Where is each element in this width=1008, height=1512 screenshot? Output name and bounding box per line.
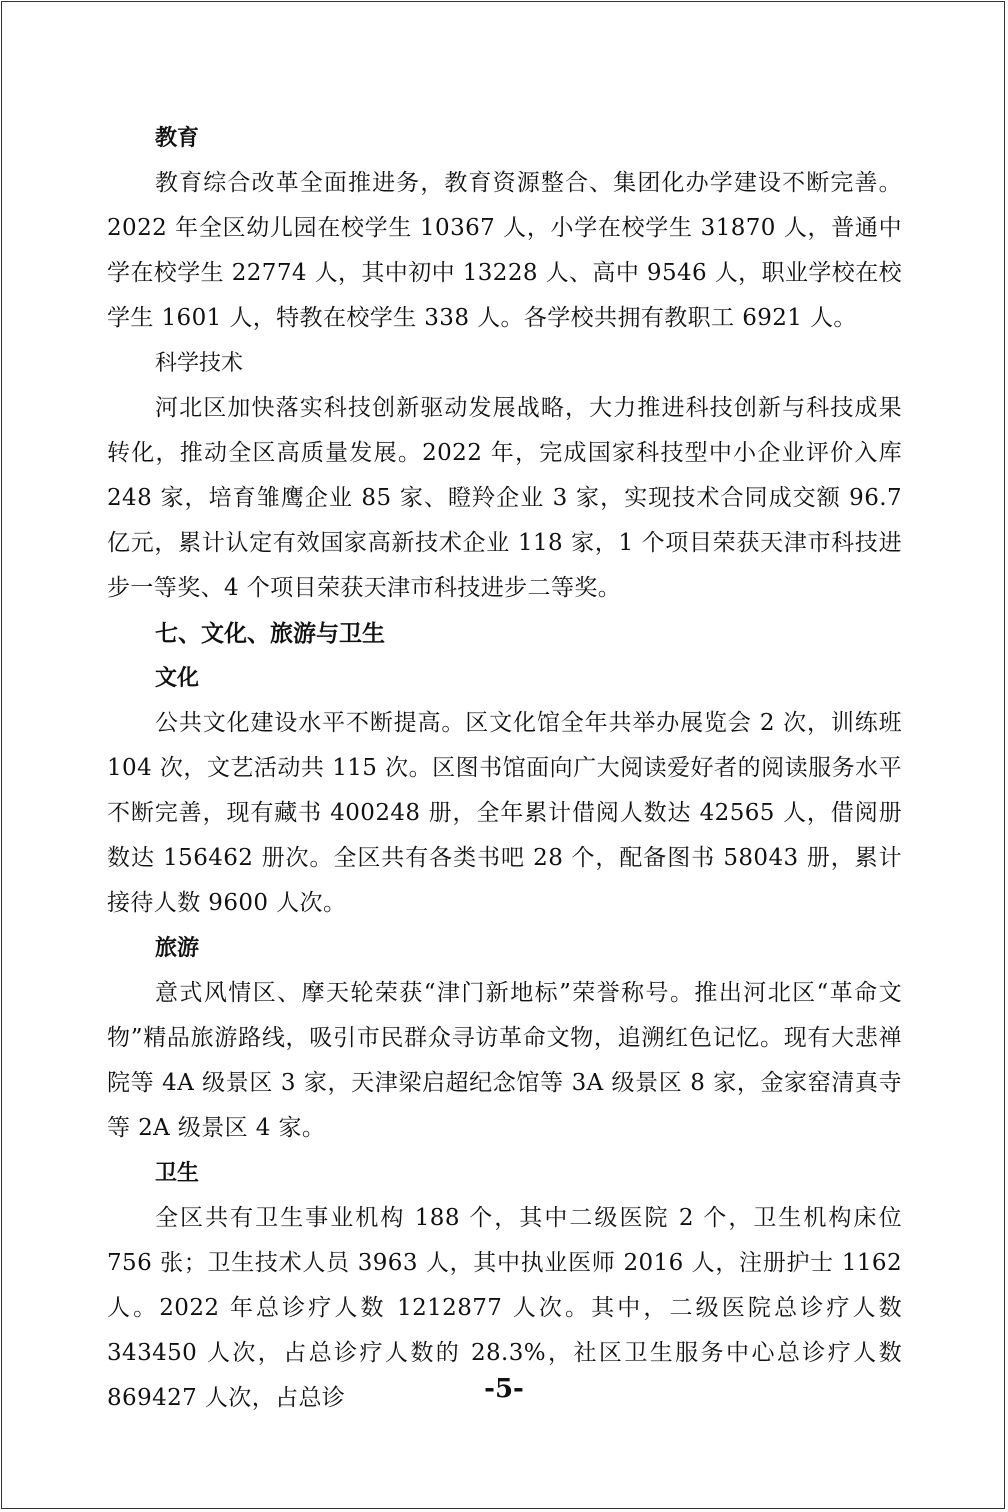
heading-science: 科学技术: [155, 351, 244, 376]
paragraph-science: 河北区加快落实科技创新驱动发展战略，大力推进科技创新与科技成果转化，推动全区高质量发展。2022 年，完成国家科技型中小企业评价入库 248 家，培育雏鹰企业 85 家、瞪羚企业 3 家，实现技术合同成交额 96.7 亿元，累计认定有效国家高新技术企业 118 家，1 个项目荣获天津市科技进步一等奖、4 个项目荣获天津市科技进步二等奖。: [107, 395, 902, 601]
page-number: -5-: [484, 1374, 524, 1404]
paragraph-tourism: 意式风情区、摩天轮荣获“津门新地标”荣誉称号。推出河北区“革命文物”精品旅游路线，吸引市民群众寻访革命文物，追溯红色记忆。现有大悲禅院等 4A 级景区 3 家，天津梁启超纪念馆等 3A 级景区 8 家，金家窑清真寺等 2A 级景区 4 家。: [107, 980, 902, 1141]
chapter-heading-culture-tourism-health: 七、文化、旅游与卫生: [155, 620, 385, 647]
document-body: [107, 116, 902, 1421]
heading-health: 卫生: [155, 1160, 200, 1186]
paragraph-education: 教育综合改革全面推进务，教育资源整合、集团化办学建设不断完善。2022 年全区幼儿园在校学生 10367 人，小学在校学生 31870 人，普通中学在校学生 22774 人，其中初中 13228 人、高中 9546 人，职业学校在校学生 1601 人，特教在校学生 338 人。各学校共拥有教职工 6921 人。: [107, 170, 902, 331]
heading-education: 教育: [155, 125, 200, 151]
heading-culture: 文化: [155, 665, 200, 691]
paragraph-health: 全区共有卫生事业机构 188 个，其中二级医院 2 个，卫生机构床位 756 张；卫生技术人员 3963 人，其中执业医师 2016 人，注册护士 1162 人。2022 年总诊疗人数 1212877 人次。其中，二级医院总诊疗人数 343450 人次，占总诊疗人数的 28.3%，社区卫生服务中心总诊疗人数 869427 人次，占总诊: [107, 1205, 902, 1411]
heading-tourism: 旅游: [155, 935, 200, 961]
paragraph-culture: 公共文化建设水平不断提高。区文化馆全年共举办展览会 2 次，训练班 104 次，文艺活动共 115 次。区图书馆面向广大阅读爱好者的阅读服务水平不断完善，现有藏书 400248 册，全年累计借阅人数达 42565 人，借阅册数达 156462 册次。全区共有各类书吧 28 个，配备图书 58043 册，累计接待人数 9600 人次。: [107, 710, 902, 916]
